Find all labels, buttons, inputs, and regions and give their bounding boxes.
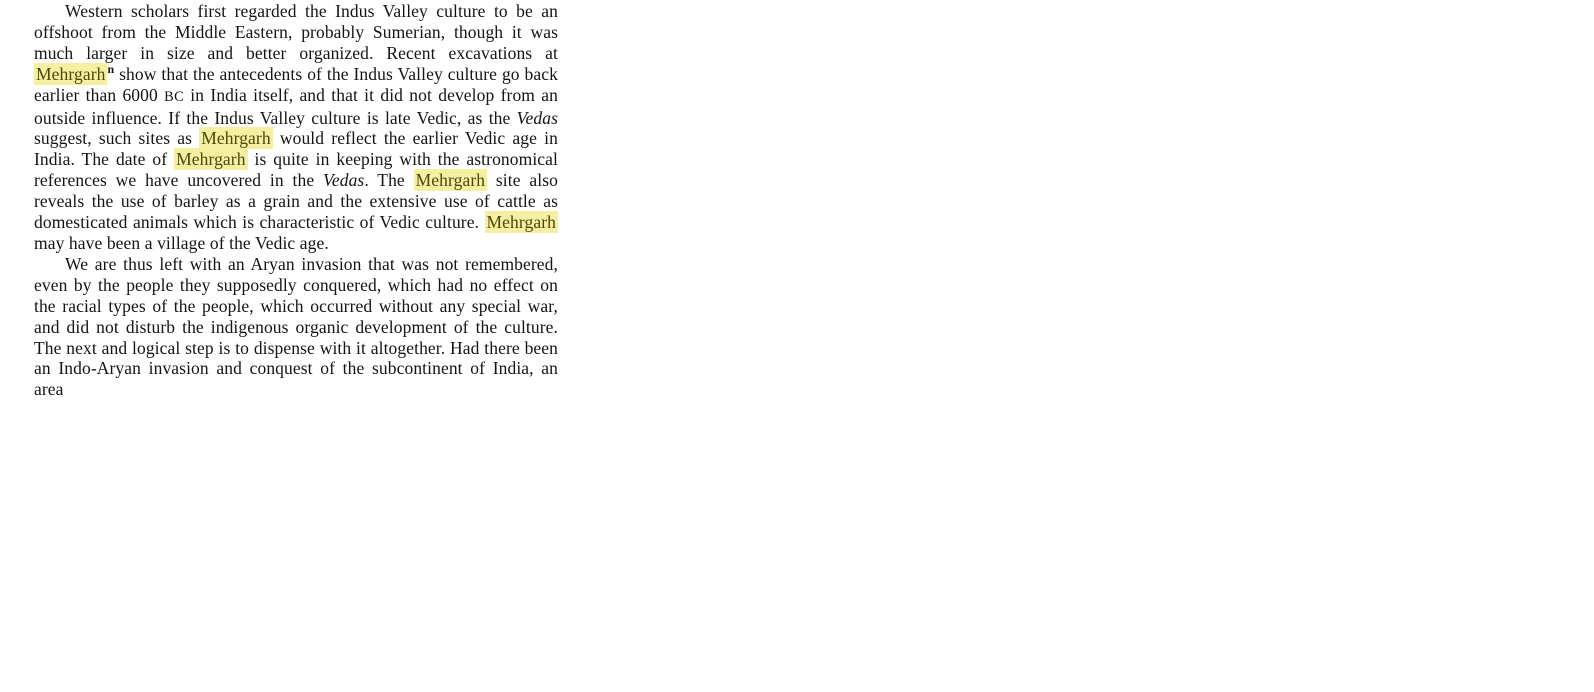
- text-run: would reflect the earlier Vedic age in India. The date of: [34, 128, 558, 170]
- smallcaps-term: BC: [164, 88, 185, 105]
- text-run: show that the antecedents of the Indus Valley culture go back earlier than 6000: [34, 63, 558, 105]
- highlighted-term: Mehrgarh: [176, 149, 246, 170]
- highlighted-term: Mehrgarh: [415, 170, 486, 191]
- highlighted-term: Mehrgarh: [486, 212, 556, 233]
- text-run: is quite in keeping with the astronomical references we have uncovered in the: [34, 149, 558, 191]
- text-run: may have been a village of the Vedic age.: [34, 232, 329, 253]
- italic-term: Vedas: [323, 170, 365, 191]
- text-run: Western scholars first regarded the Indus Valley culture to be an offshoot from the Middle Eastern, probably Sumerian, though it was much larger in size and better organized. Recent excavations at: [34, 1, 558, 63]
- text-run: suggest, such sites as: [34, 128, 200, 149]
- text-run: We are thus left with an Aryan invasion that was not remembered, even by the people they supposedly conquered, which had no effect on the racial types of the people, which occurred without any special war, and did not disturb the indigenous organic development of the culture. The next and logical step is to dispense with it altogether. Had there been an Indo-Aryan invasion and conquest of the subcontinent of India, an area: [34, 253, 558, 400]
- paragraph: [34, 1, 558, 254]
- text-run: in India itself, and that it did not develop from an outside influence. If the Indus Valley culture is late Vedic, as the: [34, 84, 558, 128]
- italic-term: Vedas: [516, 107, 558, 128]
- highlighted-term: Mehrgarh: [201, 128, 271, 149]
- text-run: site also reveals the use of barley as a grain and the extensive use of cattle as domesticated animals which is characteristic of Vedic culture.: [34, 170, 558, 233]
- footnote-marker: n: [107, 61, 115, 76]
- text-run: . The: [364, 170, 414, 191]
- paragraph: [34, 254, 558, 400]
- highlighted-term: Mehrgarh: [36, 63, 106, 84]
- document-text: [34, 1, 558, 400]
